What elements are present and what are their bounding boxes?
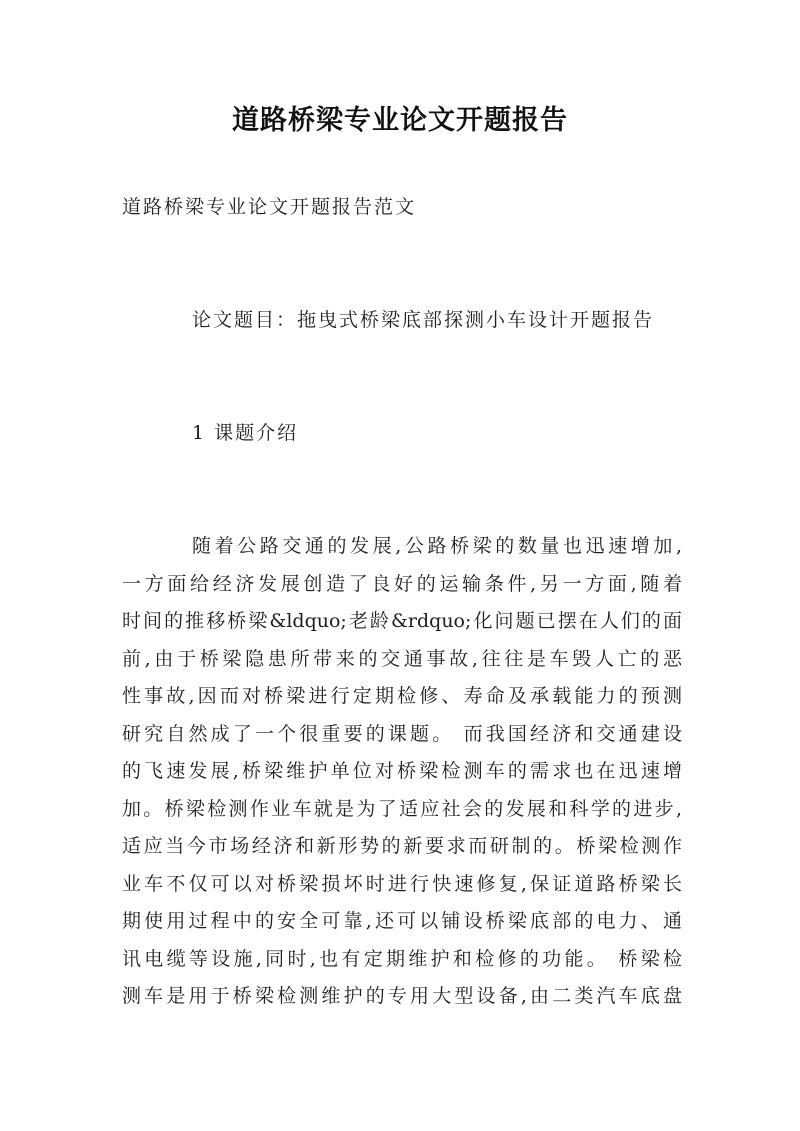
body-line: 的飞速发展,桥梁维护单位对桥梁检测车的需求也在迅速增 — [122, 760, 682, 782]
body-line: 期使用过程中的安全可靠,还可以铺设桥梁底部的电力、通 — [122, 910, 682, 932]
document-subtitle: 道路桥梁专业论文开题报告范文 — [122, 196, 417, 218]
body-line: 讯电缆等设施,同时,也有定期维护和检修的功能。 桥梁检 — [122, 947, 682, 970]
thesis-topic: 论文题目：拖曳式桥梁底部探测小车设计开题报告 — [192, 309, 655, 331]
body-line: 业车不仅可以对桥梁损坏时进行快速修复,保证道路桥梁长 — [122, 872, 682, 895]
body-line: 测车是用于桥梁检测维护的专用大型设备,由二类汽车底盘 — [122, 985, 682, 1007]
body-line: 时间的推移桥梁&ldquo;老龄&rdquo;化问题已摆在人们的面 — [122, 610, 682, 632]
body-line: 随着公路交通的发展,公路桥梁的数量也迅速增加, — [192, 535, 682, 557]
body-line: 前,由于桥梁隐患所带来的交通事故,往往是车毁人亡的恶 — [122, 647, 682, 670]
section-heading: 1 课题介绍 — [192, 422, 299, 444]
body-line: 性事故,因而对桥梁进行定期检修、寿命及承载能力的预测 — [122, 685, 682, 707]
body-line: 研究自然成了一个很重要的课题。 而我国经济和交通建设 — [122, 722, 682, 745]
body-paragraph — [122, 528, 682, 1016]
body-line: 加。桥梁检测作业车就是为了适应社会的发展和科学的进步, — [122, 797, 682, 820]
document-title: 道路桥梁专业论文开题报告 — [232, 105, 568, 136]
body-line: 适应当今市场经济和新形势的新要求而研制的。桥梁检测作 — [122, 835, 682, 857]
body-line: 一方面给经济发展创造了良好的运输条件,另一方面,随着 — [122, 572, 682, 595]
